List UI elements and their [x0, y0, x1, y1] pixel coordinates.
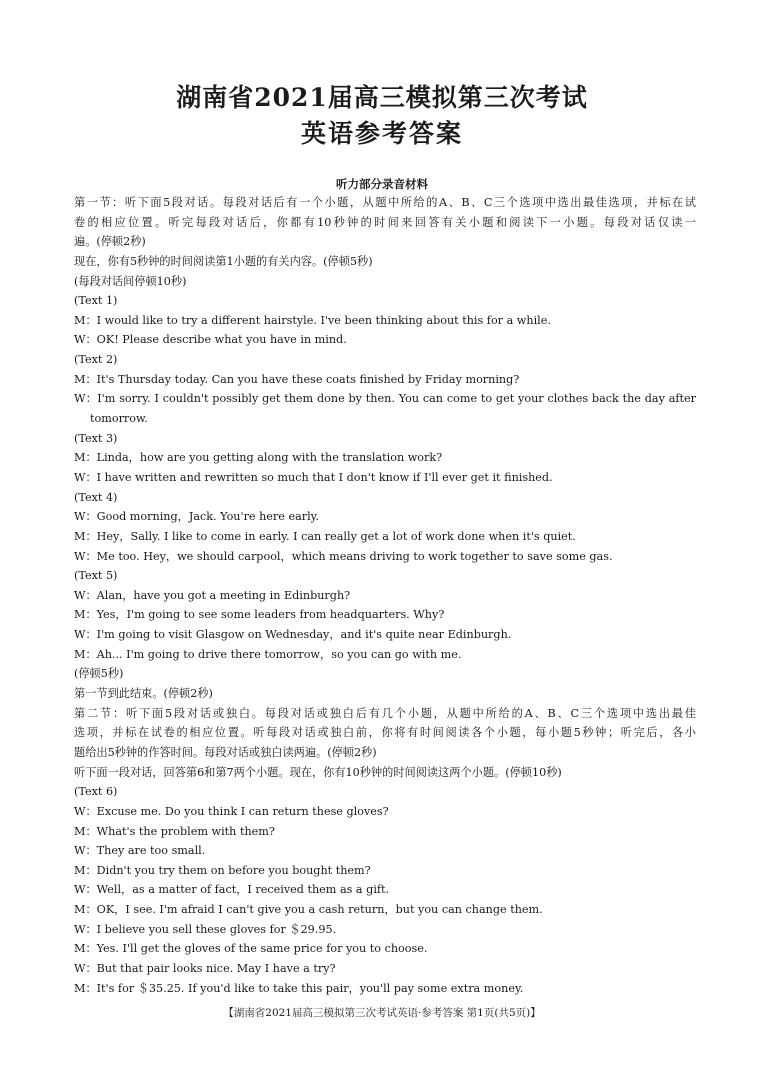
text-line: (每段对话间停顿10秒): [74, 274, 187, 288]
text-line: M：Yes. I'll get the gloves of the same price for you to choose.: [74, 942, 428, 956]
text-line: W：I'm going to visit Glasgow on Wednesday，and it's quite near Edinburgh.: [74, 628, 512, 642]
text-line: (Text 1): [74, 294, 118, 308]
text-line: M：It's Thursday today. Can you have these coats finished by Friday morning?: [74, 372, 520, 386]
text-line: M：I would like to try a different hairstyle. I've been thinking about this for a while.: [74, 313, 551, 327]
text-line: W：But that pair looks nice. May I have a try?: [74, 961, 336, 975]
text-line: (Text 4): [74, 490, 118, 504]
text-line: M：Linda，how are you getting along with the translation work?: [74, 451, 443, 465]
text-line: 听下面一段对话，回答第6和第7两个小题。现在，你有10秒钟的时间阅读这两个小题。(停顿10秒): [74, 765, 562, 779]
text-line: 选项，并标在试卷的相应位置。听每段对话或独白前，你将有时间阅读各个小题，每小题5秒钟；听完后，各小: [74, 726, 696, 740]
text-line: 题给出5秒钟的作答时间。每段对话或独白读两遍。(停顿2秒): [74, 745, 377, 759]
text-line: M：It's for ＄35.25. If you'd like to take this pair，you'll pay some extra money.: [74, 981, 524, 995]
text-line: W：I have written and rewritten so much that I don't know if I'll ever get it finished.: [74, 470, 553, 484]
text-line: W：Excuse me. Do you think I can return these gloves?: [74, 804, 389, 818]
text-line: (Text 5): [74, 569, 118, 583]
document-title: 湖南省2021届高三模拟第三次考试: [176, 83, 588, 112]
text-line: 第二节：听下面5段对话或独白。每段对话或独白后有几个小题，从题中所给的A、B、C三个选项中选出最佳: [74, 706, 696, 720]
text-line: M：OK，I see. I'm afraid I can't give you a cash return，but you can change them.: [74, 903, 543, 917]
document-subtitle: 英语参考答案: [300, 119, 463, 148]
text-line: W：Well，as a matter of fact，I received them as a gift.: [74, 883, 390, 897]
text-line: 遍。(停顿2秒): [74, 235, 146, 249]
text-line: W：I believe you sell these gloves for ＄29.95.: [74, 922, 337, 936]
text-line: M：Hey，Sally. I like to come in early. I can really get a lot of work done when it's quiet.: [74, 529, 576, 543]
text-line: M：Yes，I'm going to see some leaders from headquarters. Why?: [74, 608, 445, 622]
text-line: W：They are too small.: [74, 844, 206, 858]
document-body: [74, 193, 696, 998]
text-line: M：Ah... I'm going to drive there tomorrow，so you can go with me.: [74, 647, 462, 661]
text-line: (Text 2): [74, 353, 118, 367]
text-line: 卷的相应位置。听完每段对话后，你都有10秒钟的时间来回答有关小题和阅读下一小题。每段对话仅读一: [74, 215, 696, 229]
text-line: 现在，你有5秒钟的时间阅读第1小题的有关内容。(停顿5秒): [74, 254, 373, 268]
text-line: W：I'm sorry. I couldn't possibly get them done by then. You can come to get your clothes back the day after: [74, 392, 696, 406]
text-line: W：Alan，have you got a meeting in Edinburgh?: [74, 588, 351, 602]
section-title: 听力部分录音材料: [336, 177, 428, 191]
text-line: tomorrow.: [90, 412, 148, 426]
text-line: (Text 6): [74, 785, 118, 799]
text-line: 第一节到此结束。(停顿2秒): [74, 687, 213, 701]
text-line: M：What's the problem with them?: [74, 824, 275, 838]
text-line: W：OK! Please describe what you have in mind.: [74, 333, 347, 347]
text-line: 第一节：听下面5段对话。每段对话后有一个小题，从题中所给的A、B、C三个选项中选出最佳选项，并标在试: [74, 196, 696, 209]
page-footer: 【湖南省2021届高三模拟第三次考试英语·参考答案 第1页(共5页)】: [223, 1007, 541, 1019]
text-line: M：Didn't you try them on before you bought them?: [74, 863, 371, 877]
text-line: W：Me too. Hey，we should carpool，which means driving to work together to save some gas.: [74, 549, 613, 563]
text-line: W：Good morning，Jack. You're here early.: [74, 510, 320, 524]
text-line: (Text 3): [74, 431, 118, 445]
text-line: (停顿5秒): [74, 667, 124, 681]
